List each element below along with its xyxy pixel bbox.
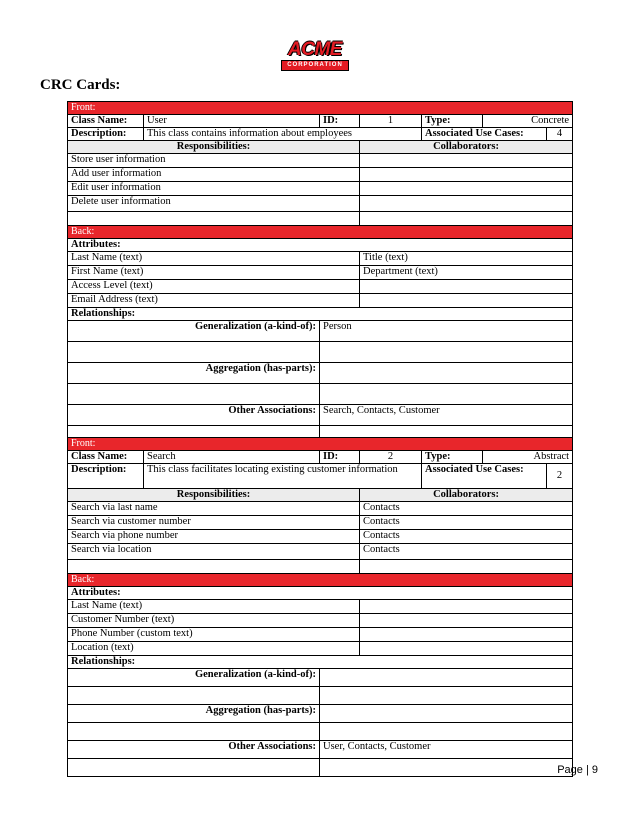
other-associations-label: Other Associations: (68, 741, 320, 759)
generalization-label: Generalization (a-kind-of): (68, 669, 320, 687)
logo-tagline: CORPORATION (281, 60, 349, 71)
type-label: Type: (422, 451, 483, 464)
attribute-item: Last Name (text) (68, 252, 360, 266)
responsibility-item: Search via phone number (68, 530, 360, 544)
crc-card-user (67, 101, 573, 447)
relationship-extra (320, 384, 573, 405)
front-section-label: Front: (68, 438, 573, 451)
responsibility-item: Search via location (68, 544, 360, 560)
attributes-label: Attributes: (68, 587, 573, 600)
attribute-item: Access Level (text) (68, 280, 360, 294)
collaborator-item: Contacts (360, 516, 573, 530)
aggregation-value (320, 363, 573, 384)
responsibility-item: Search via customer number (68, 516, 360, 530)
responsibility-item: Edit user information (68, 182, 360, 196)
description-value: This class facilitates locating existing customer information (144, 464, 422, 489)
relationship-extra (320, 723, 573, 741)
relationships-label: Relationships: (68, 656, 573, 669)
collaborator-item: Contacts (360, 502, 573, 516)
generalization-value (320, 669, 573, 687)
attribute-item: Last Name (text) (68, 600, 360, 614)
page-number: Page | 9 (557, 764, 598, 776)
associated-use-cases-label: Associated Use Cases: (422, 464, 547, 489)
type-value: Concrete (483, 115, 573, 128)
class-name-value: User (144, 115, 320, 128)
description-label: Description: (68, 128, 144, 141)
other-associations-value: Search, Contacts, Customer (320, 405, 573, 426)
relationship-spacer (68, 723, 320, 741)
attribute-item (360, 280, 573, 294)
attribute-item: Customer Number (text) (68, 614, 360, 628)
class-name-value: Search (144, 451, 320, 464)
front-section-label: Front: (68, 102, 573, 115)
collaborator-item (360, 182, 573, 196)
generalization-value: Person (320, 321, 573, 342)
aggregation-value (320, 705, 573, 723)
relationships-label: Relationships: (68, 308, 573, 321)
collaborator-item (360, 168, 573, 182)
crc-card-search (67, 437, 573, 777)
id-label: ID: (320, 115, 360, 128)
attribute-item: First Name (text) (68, 266, 360, 280)
collaborators-header: Collaborators: (360, 141, 573, 154)
attribute-item (360, 294, 573, 308)
relationship-spacer (68, 342, 320, 363)
attribute-item: Department (text) (360, 266, 573, 280)
attribute-item (360, 628, 573, 642)
collaborator-item: Contacts (360, 544, 573, 560)
relationship-extra (320, 759, 573, 777)
page-heading: CRC Cards: (40, 77, 121, 93)
attribute-item (360, 642, 573, 656)
attribute-item (360, 614, 573, 628)
attribute-item: Title (text) (360, 252, 573, 266)
other-associations-value: User, Contacts, Customer (320, 741, 573, 759)
generalization-label: Generalization (a-kind-of): (68, 321, 320, 342)
relationship-spacer (68, 687, 320, 705)
attributes-label: Attributes: (68, 239, 573, 252)
associated-use-cases-label: Associated Use Cases: (422, 128, 547, 141)
attribute-item (360, 600, 573, 614)
aggregation-label: Aggregation (has-parts): (68, 705, 320, 723)
responsibility-item: Store user information (68, 154, 360, 168)
logo-wordmark: ACME (288, 39, 342, 60)
description-value: This class contains information about employees (144, 128, 422, 141)
responsibility-item: Search via last name (68, 502, 360, 516)
collaborator-item: Contacts (360, 530, 573, 544)
acme-logo (279, 40, 351, 74)
responsibilities-header: Responsibilities: (68, 489, 360, 502)
class-name-label: Class Name: (68, 451, 144, 464)
attribute-item: Email Address (text) (68, 294, 360, 308)
other-associations-label: Other Associations: (68, 405, 320, 426)
type-value: Abstract (483, 451, 573, 464)
relationship-spacer (68, 759, 320, 777)
relationship-extra (320, 342, 573, 363)
responsibility-item (68, 212, 360, 226)
id-value: 1 (360, 115, 422, 128)
type-label: Type: (422, 115, 483, 128)
associated-use-cases-value: 4 (547, 128, 573, 141)
relationship-spacer (68, 384, 320, 405)
id-label: ID: (320, 451, 360, 464)
responsibility-item: Add user information (68, 168, 360, 182)
attribute-item: Location (text) (68, 642, 360, 656)
collaborator-item (360, 560, 573, 574)
aggregation-label: Aggregation (has-parts): (68, 363, 320, 384)
collaborators-header: Collaborators: (360, 489, 573, 502)
back-section-label: Back: (68, 226, 573, 239)
responsibilities-header: Responsibilities: (68, 141, 360, 154)
description-label: Description: (68, 464, 144, 489)
collaborator-item (360, 212, 573, 226)
responsibility-item: Delete user information (68, 196, 360, 212)
back-section-label: Back: (68, 574, 573, 587)
relationship-extra (320, 687, 573, 705)
responsibility-item (68, 560, 360, 574)
class-name-label: Class Name: (68, 115, 144, 128)
collaborator-item (360, 196, 573, 212)
id-value: 2 (360, 451, 422, 464)
associated-use-cases-value: 2 (547, 464, 573, 489)
attribute-item: Phone Number (custom text) (68, 628, 360, 642)
collaborator-item (360, 154, 573, 168)
